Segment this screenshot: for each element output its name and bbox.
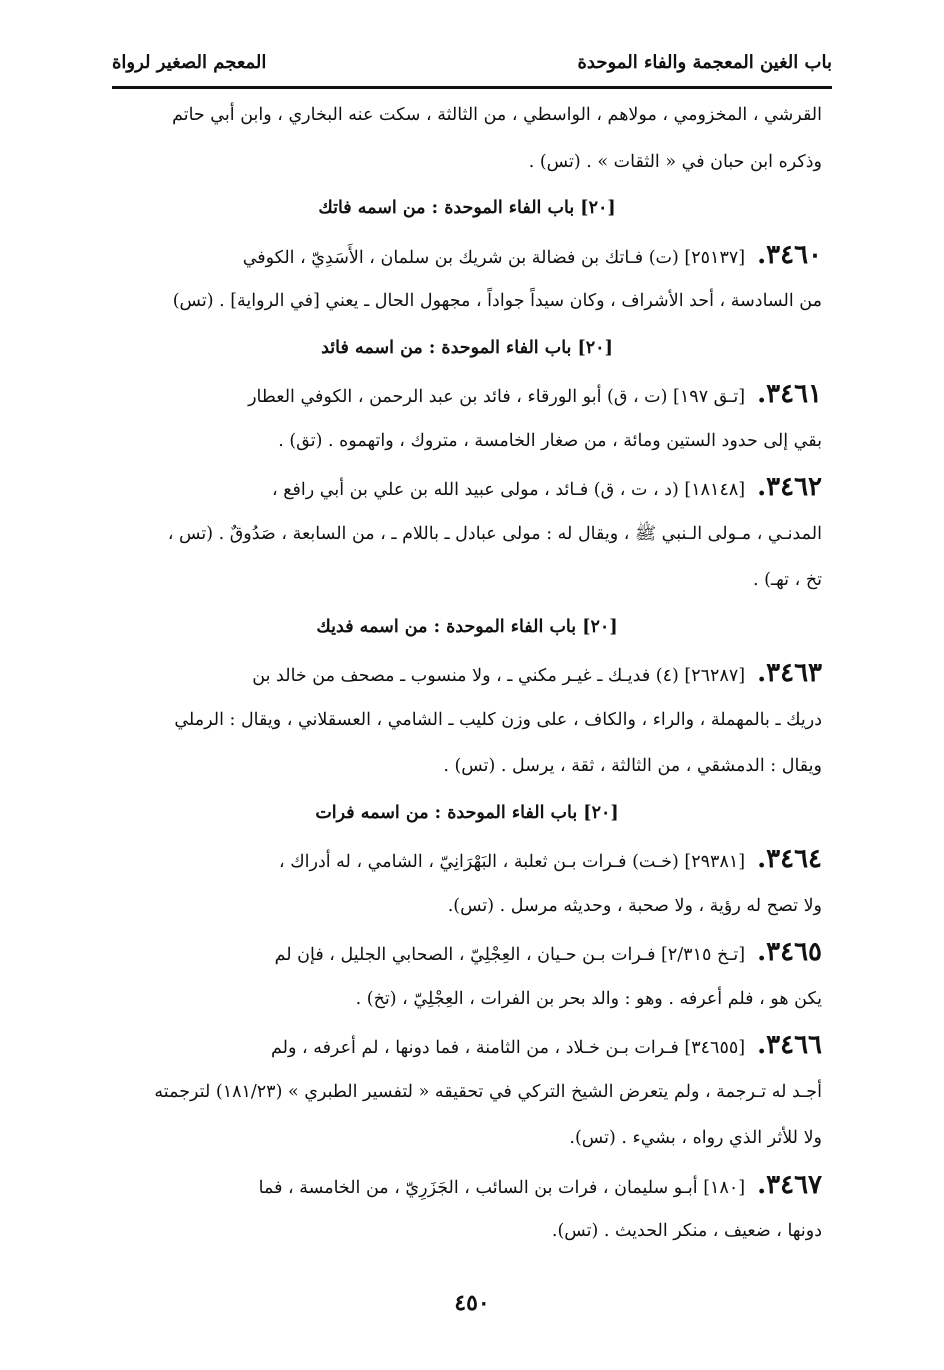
- entry-first-line: [112, 650, 822, 697]
- entry-number: ٣٤٦٥.: [757, 937, 822, 967]
- text-line: القرشي ، المخزومي ، مولاهم ، الواسطي ، من الثالثة ، سكت عنه البخاري ، وابن أبي حاتم: [172, 105, 822, 125]
- entry-first-line: [112, 929, 822, 976]
- entry-first-line: [112, 836, 822, 883]
- text-line: المدنـي ، مـولى الـنبي ﷺ ، ويقال له : مولى عبادل ـ باللام ـ ، من السابعة ، صَدُوقٌ . (تس ،: [167, 523, 822, 544]
- section-heading: [٢٠] باب الفاء الموحدة : من اسمه فاتك: [318, 198, 616, 218]
- running-header: [112, 40, 832, 84]
- section-heading: [٢٠] باب الفاء الموحدة : من اسمه فديك: [316, 616, 618, 637]
- entry-first-line: [112, 1162, 822, 1209]
- entry-number: ٣٤٦٢.: [757, 472, 822, 502]
- entry-text: [تـخ ٢/٣١٥] فـرات بـن حـيان ، العِجْلِيّ ، الصحابي الجليل ، فإن لم: [274, 945, 746, 965]
- entry-first-line: [112, 371, 822, 418]
- entry-number: ٣٤٦٤.: [757, 844, 822, 874]
- text-line: ويقال : الدمشقي ، من الثالثة ، ثقة ، يرسل . (تس) .: [443, 756, 822, 776]
- text-line: بقي إلى حدود الستين ومائة ، من صغار الخامسة ، متروك ، واتهموه . (تق) .: [278, 430, 822, 451]
- header-book-title: المعجم الصغير لرواة: [112, 51, 267, 73]
- entry-text: [٢٩٣٨١] (خـت) فـرات بـن ثعلبة ، البَهْرَانِيّ ، الشامي ، له أدراك ،: [279, 852, 746, 872]
- page-number: ٤٥٠: [454, 1290, 490, 1316]
- header-divider: [112, 86, 832, 89]
- section-heading: [٢٠] باب الفاء الموحدة : من اسمه فائد: [321, 337, 613, 358]
- entry-number: ٣٤٦٠.: [757, 239, 822, 270]
- entry-text: [١٨٠] أبـو سليمان ، فرات بن السائب ، الجَزَرِيّ ، من الخامسة ، فما: [258, 1177, 746, 1198]
- text-line: من السادسة ، أحد الأشراف ، وكان سيداً جواداً ، مجهول الحال ـ يعني [في الرواية] . (تس): [172, 291, 822, 311]
- entry-first-line: [112, 1022, 822, 1069]
- header-chapter-title: باب الغين المعجمة والفاء الموحدة: [577, 51, 832, 73]
- entry-number: ٣٤٦٦.: [757, 1030, 822, 1060]
- entry-text: [٣٤٦٥٥] فـرات بـن خـلاد ، من الثامنة ، فما دونها ، لم أعرفه ، ولم: [270, 1038, 746, 1058]
- entry-number: ٣٤٦١.: [757, 379, 822, 409]
- text-line: وذكره ابن حبان في « الثقات » . (تس) .: [528, 151, 822, 172]
- entry-text: [٢٥١٣٧] (ت) فـاتك بن فضالة بن شريك بن سلمان ، الأَسَدِيّ ، الكوفي: [242, 247, 746, 268]
- text-line: ولا تصح له رؤية ، ولا صحبة ، وحديثه مرسل . (تس).: [447, 895, 822, 916]
- entry-first-line: [112, 464, 822, 511]
- entry-number: ٣٤٦٧.: [757, 1169, 822, 1200]
- text-line: ولا للأثر الذي رواه ، بشيء . (تس).: [569, 1128, 822, 1148]
- text-line: أجـد له تـرجمة ، ولم يتعرض الشيخ التركي في تحقيقه « لتفسير الطبري » (١٨١/٢٣) لترجمته: [154, 1081, 822, 1102]
- text-line: دريك ـ بالمهملة ، والراء ، والكاف ، على وزن كليب ـ الشامي ، العسقلاني ، ويقال : الرملي: [174, 709, 822, 730]
- entry-text: [١٨١٤٨] (د ، ت ، ق) فـائد ، مولى عبيد الله بن علي بن أبي رافع ،: [272, 480, 746, 500]
- text-line: تخ ، تهـ) .: [753, 570, 822, 590]
- text-line: دونها ، ضعيف ، منكر الحديث . (تس).: [551, 1221, 822, 1241]
- entry-text: [٢٦٢٨٧] (٤) فديـك ـ غيـر مكني ـ ، ولا منسوب ـ مصحف من خالد بن: [252, 666, 746, 686]
- text-line: يكن هو ، فلم أعرفه . وهو : والد بحر بن الفرات ، العِجْلِيّ ، (تخ) .: [355, 988, 822, 1009]
- entry-number: ٣٤٦٣.: [757, 658, 822, 688]
- page-body: [112, 92, 822, 1255]
- section-heading: [٢٠] باب الفاء الموحدة : من اسمه فرات: [315, 802, 619, 823]
- entry-first-line: [112, 232, 822, 279]
- entry-text: [تـق ١٩٧] (ت ، ق) أبو الورقاء ، فائد بن عبد الرحمن ، الكوفي العطار: [248, 387, 746, 407]
